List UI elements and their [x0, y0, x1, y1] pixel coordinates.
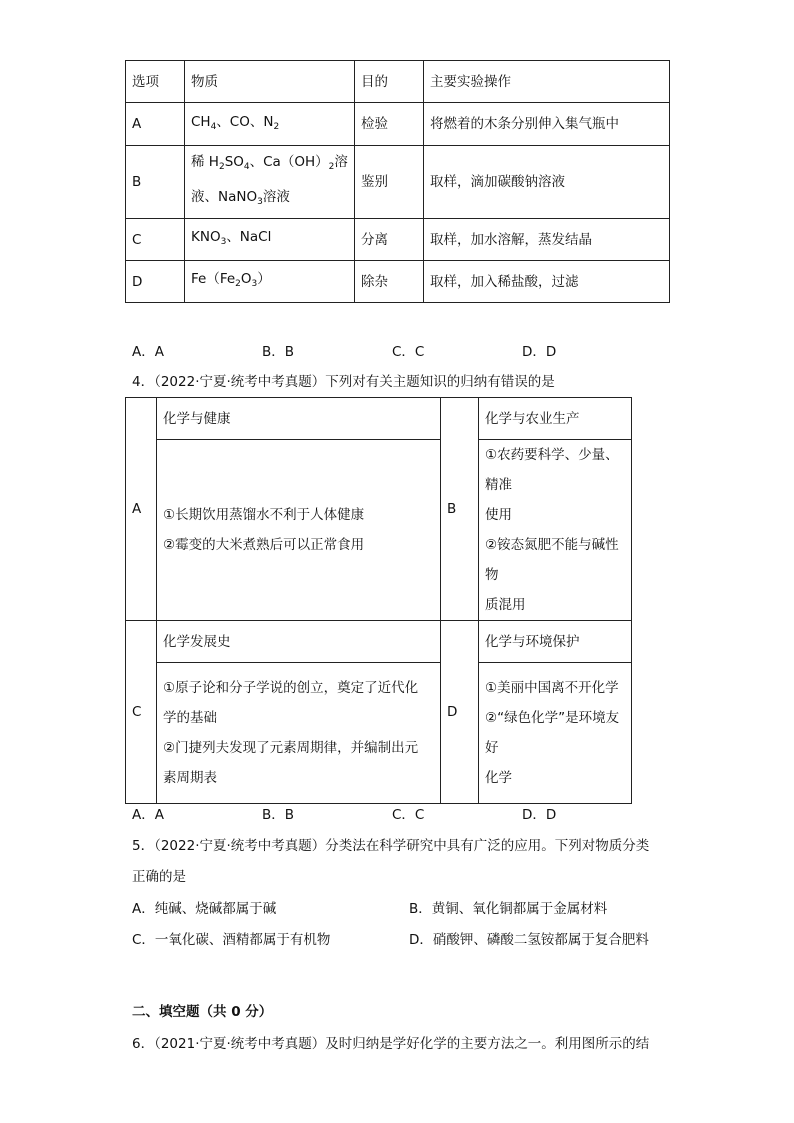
row-operation: 取样，加水溶解，蒸发结晶 [424, 219, 670, 261]
q4-content-d: ①美丽中国离不开化学 ②“绿色化学”是环境友好 化学 [479, 663, 632, 804]
row-operation: 取样，滴加碳酸钠溶液 [424, 146, 670, 219]
q4-option-a[interactable]: A．A [132, 807, 164, 823]
table-row [126, 219, 670, 261]
q4-content-c: ①原子论和分子学说的创立，奠定了近代化 学的基础 ②门捷列夫发现了元素周期律，并编制出元 素周期表 [157, 663, 441, 804]
q4-option-c[interactable]: C．C [392, 807, 425, 823]
q4-content-b: ①农药要科学、少量、精准 使用 ②铵态氮肥不能与碱性物 质混用 [479, 440, 632, 621]
q6-stem-line1: 6．（2021·宁夏·统考中考真题）及时归纳是学好化学的主要方法之一。利用图所示的结 [132, 1036, 650, 1052]
q5-option-c[interactable]: C．一氧化碳、酒精都属于有机物 [132, 932, 331, 948]
row-operation: 将燃着的木条分别伸入集气瓶中 [424, 103, 670, 146]
q3-option-d[interactable]: D．D [522, 344, 557, 360]
q5-option-d[interactable]: D．硝酸钾、磷酸二氢铵都属于复合肥料 [409, 932, 649, 948]
q5-stem-line2: 正确的是 [132, 869, 186, 885]
row-substance: $Fe(Fe_2O_3)$ [185, 261, 355, 303]
q3-option-a[interactable]: A．A [132, 344, 164, 360]
row-operation: 取样，加入稀盐酸，过滤 [424, 261, 670, 303]
q4-label-d: D [441, 621, 479, 804]
section-heading: 二、填空题（共 0 分） [132, 1004, 273, 1020]
q4-option-d[interactable]: D．D [522, 807, 557, 823]
q4-title-b: 化学与农业生产 [479, 398, 632, 440]
row-purpose: 分离 [355, 219, 424, 261]
table-row [126, 103, 670, 146]
row-substance: $KNO_3$、NaCl [185, 219, 355, 261]
row-purpose: 检验 [355, 103, 424, 146]
q5-option-b[interactable]: B．黄铜、氧化铜都属于金属材料 [409, 901, 608, 917]
row-option: A [126, 103, 185, 146]
row-substance: 稀 $H_2SO_4$、$Ca(OH)_2$溶 液、NaNO$_3$溶液 [185, 146, 355, 219]
row-option: B [126, 146, 185, 219]
header-option: 选项 [126, 61, 185, 103]
row-substance: $CH_4$、CO、$N_2$ [185, 103, 355, 146]
q4-table [125, 397, 632, 804]
q5-option-a[interactable]: A．纯碱、烧碱都属于碱 [132, 901, 277, 917]
q3-option-c[interactable]: C．C [392, 344, 425, 360]
table-row [126, 146, 670, 219]
q4-option-b[interactable]: B．B [262, 807, 295, 823]
q3-options [132, 340, 652, 360]
q4-stem: 4．（2022·宁夏·统考中考真题）下列对有关主题知识的归纳有错误的是 [132, 374, 555, 390]
table-row [126, 261, 670, 303]
q4-content-a: ①长期饮用蒸馏水不利于人体健康 ②霉变的大米煮熟后可以正常食用 [157, 440, 441, 621]
q3-option-b[interactable]: B．B [262, 344, 295, 360]
q5-stem-line1: 5．（2022·宁夏·统考中考真题）分类法在科学研究中具有广泛的应用。下列对物质分类 [132, 838, 650, 854]
row-option: D [126, 261, 185, 303]
q4-options [132, 803, 652, 823]
q3-table [125, 60, 670, 303]
q4-label-c: C [126, 621, 157, 804]
row-purpose: 除杂 [355, 261, 424, 303]
header-operation: 主要实验操作 [424, 61, 670, 103]
q4-title-c: 化学发展史 [157, 621, 441, 663]
row-option: C [126, 219, 185, 261]
row-purpose: 鉴别 [355, 146, 424, 219]
q4-title-a: 化学与健康 [157, 398, 441, 440]
q3-table-header [126, 61, 670, 103]
q4-title-d: 化学与环境保护 [479, 621, 632, 663]
header-purpose: 目的 [355, 61, 424, 103]
q4-label-b: B [441, 398, 479, 621]
header-substance: 物质 [185, 61, 355, 103]
q4-label-a: A [126, 398, 157, 621]
